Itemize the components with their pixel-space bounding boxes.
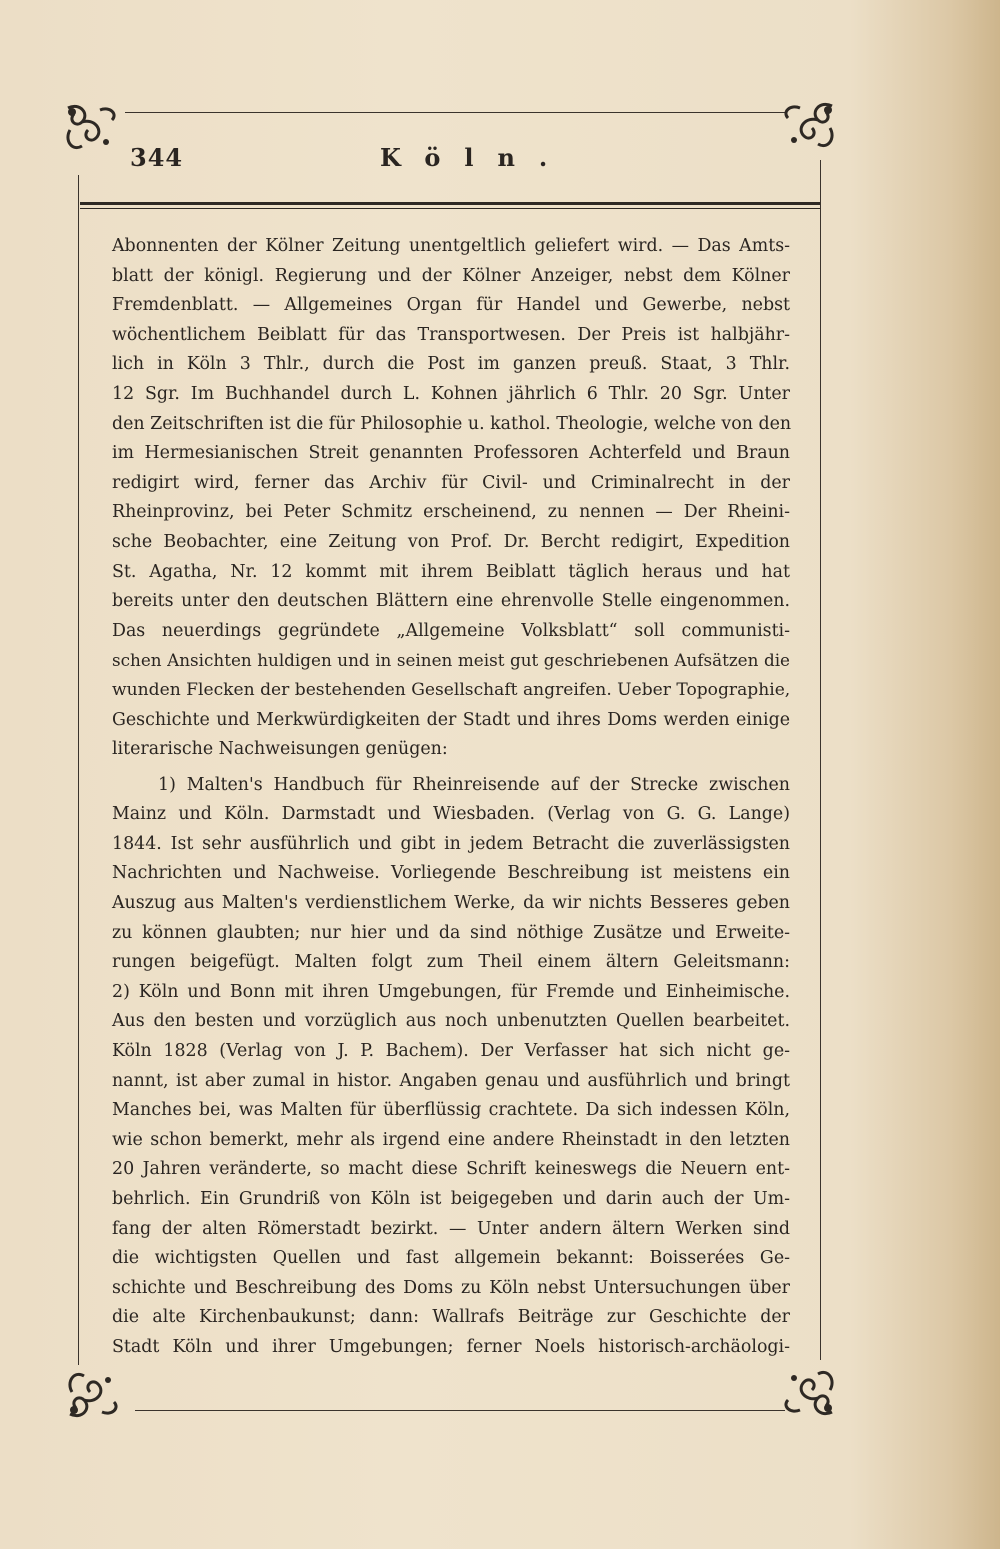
text-line: Auszug aus Malten's verdienstlichem Werke, da wir nichts Besseres geben [112, 893, 790, 914]
header-rule-thin [80, 208, 820, 209]
text-line: Manches bei, was Malten für überflüssig crachtete. Da sich indessen Köln, [112, 1100, 790, 1121]
frame-bottom-line [135, 1410, 785, 1411]
running-title: Köln. [380, 143, 572, 172]
text-line: im Hermesianischen Streit genannten Professoren Achterfeld und Braun [112, 443, 790, 464]
text-line: schen Ansichten huldigen und in seinen meist gut geschriebenen Aufsätzen die [112, 650, 790, 671]
page-number: 344 [130, 143, 184, 172]
text-line: 12 Sgr. Im Buchhandel durch L. Kohnen jährlich 6 Thlr. 20 Sgr. Unter [112, 383, 790, 404]
frame-left-line [78, 175, 79, 1365]
text-line: bereits unter den deutschen Blättern eine ehrenvolle Stelle eingenommen. [112, 591, 790, 612]
text-line: Geschichte und Merkwürdigkeiten der Stadt und ihres Doms werden einige [112, 709, 790, 730]
text-line: Köln 1828 (Verlag von J. P. Bachem). Der Verfasser hat sich nicht ge- [112, 1041, 790, 1062]
header-rule-thick [80, 202, 820, 205]
text-line: fang der alten Römerstadt bezirkt. — Unter andern ältern Werken sind [112, 1218, 790, 1239]
text-line: schichte und Beschreibung des Doms zu Köln nebst Untersuchungen über [112, 1277, 790, 1298]
paragraph [112, 232, 790, 765]
frame-top-line [125, 112, 785, 113]
text-line: blatt der königl. Regierung und der Kölner Anzeiger, nebst dem Kölner [112, 265, 790, 286]
text-line: nannt, ist aber zumal in histor. Angaben genau und ausführlich und bringt [112, 1070, 790, 1091]
text-line: Stadt Köln und ihrer Umgebungen; ferner Noels historisch-archäologi- [112, 1336, 790, 1357]
text-line: zu können glaubten; nur hier und da sind nöthige Zusätze und Erweite- [112, 922, 790, 943]
paragraph [112, 771, 790, 1363]
text-line: wie schon bemerkt, mehr als irgend eine andere Rheinstadt in den letzten [112, 1129, 790, 1150]
corner-ornament-bottom-right-icon [770, 1360, 840, 1420]
text-line: Aus den besten und vorzüglich aus noch unbenutzten Quellen bearbeitet. [112, 1011, 790, 1032]
text-line: Abonnenten der Kölner Zeitung unentgeltlich geliefert wird. — Das Amts- [112, 236, 790, 256]
text-line: Nachrichten und Nachweise. Vorliegende Beschreibung ist meistens ein [112, 863, 790, 884]
text-line: die wichtigsten Quellen und fast allgemein bekannt: Boisserées Ge- [112, 1248, 790, 1269]
corner-ornament-top-left-icon [60, 100, 130, 160]
text-line: Rheinprovinz, bei Peter Schmitz erscheinend, zu nennen — Der Rheini- [112, 502, 790, 523]
text-line: literarische Nachweisungen genügen: [112, 739, 448, 760]
frame-right-line [820, 160, 821, 1360]
text-line: 2) Köln und Bonn mit ihren Umgebungen, für Fremde und Einheimische. [112, 981, 790, 1002]
text-line: Mainz und Köln. Darmstadt und Wiesbaden. (Verlag von G. G. Lange) [112, 804, 790, 825]
text-line: sche Beobachter, eine Zeitung von Prof. Dr. Bercht redigirt, Expedition [112, 531, 790, 552]
text-line: behrlich. Ein Grundriß von Köln ist beigegeben und darin auch der Um- [112, 1189, 790, 1209]
text-line: 20 Jahren veränderte, so macht diese Schrift keineswegs die Neuern ent- [112, 1159, 790, 1180]
text-line: wöchentlichem Beiblatt für das Transportwesen. Der Preis ist halbjähr- [112, 324, 790, 345]
text-line: 1) Malten's Handbuch für Rheinreisende auf der Strecke zwischen [158, 774, 790, 795]
text-line: 1844. Ist sehr ausführlich und gibt in jedem Betracht die zuverlässigsten [112, 833, 790, 854]
text-line: den Zeitschriften ist die für Philosophie u. kathol. Theologie, welche von den [112, 413, 792, 434]
text-line: rungen beigefügt. Malten folgt zum Theil einem ältern Geleitsmann: [112, 952, 790, 973]
text-line: Das neuerdings gegründete „Allgemeine Volksblatt“ soll communisti- [112, 620, 790, 641]
text-line: redigirt wird, ferner das Archiv für Civil- und Criminalrecht in der [112, 472, 790, 493]
body-text [112, 232, 790, 1363]
text-line: wunden Flecken der bestehenden Gesellschaft angreifen. Ueber Topographie, [112, 679, 791, 700]
corner-ornament-bottom-left-icon [62, 1362, 132, 1422]
text-line: Fremdenblatt. — Allgemeines Organ für Handel und Gewerbe, nebst [112, 295, 790, 316]
text-line: die alte Kirchenbaukunst; dann: Wallrafs Beiträge zur Geschichte der [112, 1307, 790, 1328]
page-header [130, 143, 810, 179]
text-line: lich in Köln 3 Thlr., durch die Post im ganzen preuß. Staat, 3 Thlr. [112, 354, 790, 375]
text-line: St. Agatha, Nr. 12 kommt mit ihrem Beiblatt täglich heraus und hat [112, 561, 790, 582]
